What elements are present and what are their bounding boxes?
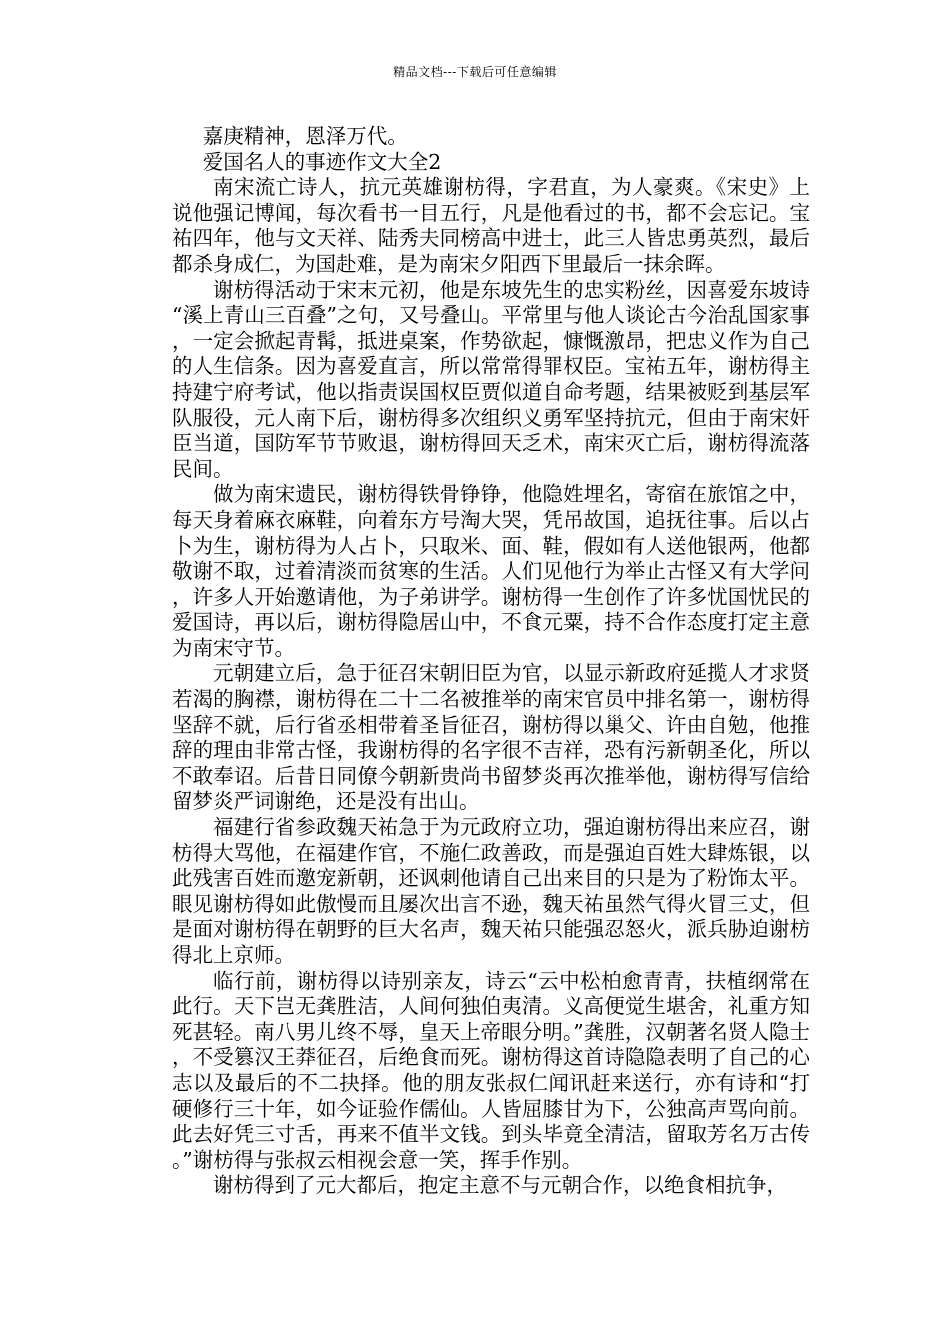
article-body [172, 124, 810, 1199]
paragraph: 临行前，谢枋得以诗别亲友，诗云“云中松柏愈青青，扶植纲常在此行。天下岂无龚胜洁，人间何独伯夷清。义高便觉生堪舍，礼重方知死甚轻。南八男儿终不辱，皇天上帝眼分明。”龚胜，汉朝著名贤人隐士，不受篡汉王莽征召，后绝食而死。谢枋得这首诗隐隐表明了自己的心志以及最后的不二抉择。他的朋友张叔仁闻讯赶来送行，亦有诗和“打硬修行三十年，如今证验作儒仙。人皆屈膝甘为下，公独高声骂向前。此去好凭三寸舌，再来不值半文钱。到头毕竟全清洁，留取芳名万古传。”谢枋得与张叔云相视会意一笑，挥手作别。 [172, 968, 810, 1172]
paragraph: 元朝建立后，急于征召宋朝旧臣为官，以显示新政府延揽人才求贤若渴的胸襟，谢枋得在二十二名被推举的南宋官员中排名第一，谢枋得坚辞不就，后行省丞相带着圣旨征召，谢枋得以巢父、许由自勉，他推辞的理由非常古怪，我谢枋得的名字很不吉祥，恐有污新朝圣化，所以不敢奉诏。后昔日同僚今朝新贵尚书留梦炎再次推举他，谢枋得写信给留梦炎严词谢绝，还是没有出山。 [172, 661, 810, 814]
closing-line: 嘉庚精神，恩泽万代。 [202, 124, 408, 148]
page-header: 精品文档---下载后可任意编辑 [393, 65, 557, 79]
paragraph: 谢枋得到了元大都后，抱定主意不与元朝合作，以绝食相抗争， [213, 1173, 787, 1198]
paragraph: 做为南宋遗民，谢枋得铁骨铮铮，他隐姓埋名，寄宿在旅馆之中，每天身着麻衣麻鞋，向着东方号淘大哭，凭吊故国，追抚往事。后以占卜为生，谢枋得为人占卜，只取米、面、鞋，假如有人送他银两，他都敬谢不取，过着清淡而贫寒的生活。人们见他行为举止古怪又有大学问，许多人开始邀请他，为子弟讲学。谢枋得一生创作了许多忧国忧民的爱国诗，再以后，谢枋得隐居山中，不食元粟，持不合作态度打定主意为南宋守节。 [172, 482, 810, 660]
paragraph: 谢枋得活动于宋末元初，他是东坡先生的忠实粉丝，因喜爱东坡诗“溪上青山三百叠”之句，又号叠山。平常里与他人谈论古今治乱国家事，一定会掀起青髯，抵进桌案，作势欲起，慷慨激昂，把忠义作为自己的人生信条。因为喜爱直言，所以常常得罪权臣。宝祐五年，谢枋得主持建宁府考试，他以指责误国权臣贾似道自命考题，结果被贬到基层军队服役，元人南下后，谢枋得多次组织义勇军坚持抗元，但由于南宋奸臣当道，国防军节节败退，谢枋得回天乏术，南宋灭亡后，谢枋得流落民间。 [172, 277, 810, 481]
section-title: 爱国名人的事迹作文大全2 [202, 149, 442, 174]
paragraph: 福建行省参政魏天祐急于为元政府立功，强迫谢枋得出来应召，谢枋得大骂他，在福建作官，不施仁政善政，而是强迫百姓大肆炼银，以此残害百姓而邀宠新朝，还讽刺他请自己出来目的只是为了粉饰太平。眼见谢枋得如此傲慢而且屡次出言不逊，魏天祐虽然气得火冒三丈，但是面对谢枋得在朝野的巨大名声，魏天祐只能强忍怒火，派兵胁迫谢枋得北上京师。 [172, 815, 810, 967]
paragraph: 南宋流亡诗人，抗元英雄谢枋得，字君直，为人豪爽。《宋史》上说他强记博闻，每次看书一目五行，凡是他看过的书，都不会忘记。宝祐四年，他与文天祥、陆秀夫同榜高中进士，此三人皆忠勇英烈，最后都杀身成仁，为国赴难，是为南宋夕阳西下里最后一抹余晖。 [172, 175, 810, 276]
